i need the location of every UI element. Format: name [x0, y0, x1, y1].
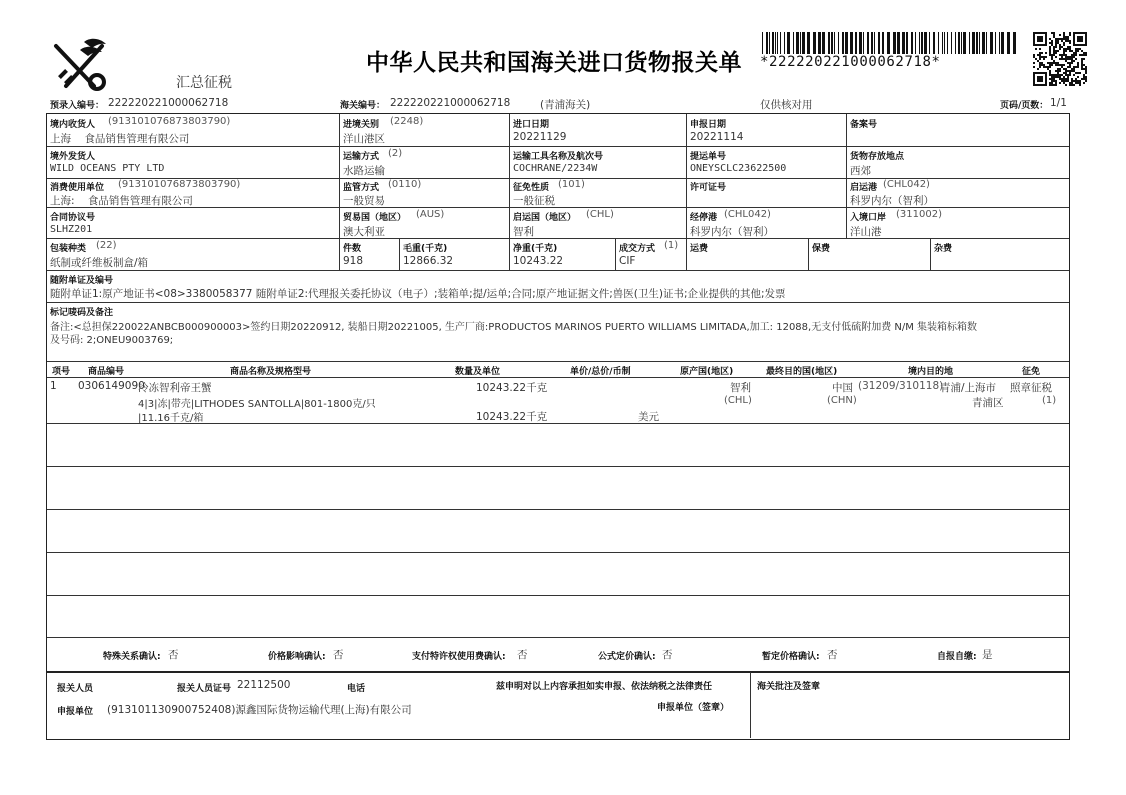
- storage-label: 货物存放地点: [850, 152, 905, 162]
- entry-port-value: 洋山港: [850, 226, 882, 238]
- item-spec-1: 4|3|冻|带壳|LITHODES SANTOLLA|801-1800克/只: [138, 399, 376, 410]
- items-header-qty: 数量及单位: [455, 367, 501, 377]
- remarks-label: 标记唛码及备注: [50, 308, 114, 318]
- contract-value: SLHZ201: [50, 224, 93, 235]
- barcode-text: *222220221000062718*: [760, 54, 941, 70]
- package-value: 纸制或纤维板制盒/箱: [50, 257, 149, 269]
- origin-country-code: (CHL): [586, 209, 614, 220]
- item-dest: 中国: [832, 382, 853, 394]
- levy-code: (101): [558, 179, 585, 190]
- entry-port-label: 入境口岸: [850, 213, 887, 223]
- customs-no-label: 海关编号：: [340, 101, 386, 111]
- transport-label: 运输方式: [343, 152, 380, 162]
- declarant-label: 报关人员: [57, 684, 94, 694]
- declarant-cert-label: 报关人员证号: [177, 684, 232, 694]
- terms-value: CIF: [619, 255, 636, 267]
- special-relation-label: 特殊关系确认:: [103, 652, 161, 662]
- entry-customs-label: 进境关别: [343, 120, 380, 130]
- item-domestic: 青浦/上海市: [940, 382, 997, 394]
- royalty-label: 支付特许权使用费确认:: [412, 652, 506, 662]
- item-spec-2: |11.16千克/箱: [138, 413, 204, 424]
- item-origin: 智利: [730, 382, 751, 394]
- freight-label: 运费: [690, 244, 709, 254]
- trade-country-code: (AUS): [416, 209, 445, 220]
- items-header-domestic: 境内目的地: [908, 367, 954, 377]
- import-date-label: 进口日期: [513, 120, 550, 130]
- item-levy-code: (1): [1042, 395, 1057, 406]
- item-qty-1: 10243.22千克: [476, 382, 548, 394]
- declare-date-value: 20221114: [690, 131, 744, 143]
- terms-code: (1): [664, 240, 679, 251]
- consumer-code: (913101076873803790): [118, 179, 241, 190]
- items-header-name: 商品名称及规格型号: [230, 367, 312, 377]
- insurance-label: 保费: [812, 244, 831, 254]
- price-effect-label: 价格影响确认:: [268, 652, 326, 662]
- levy-value: 一般征税: [513, 195, 555, 207]
- barcode: [762, 32, 1020, 54]
- item-qty-2: 10243.22千克: [476, 411, 548, 423]
- verify-note: 仅供核对用: [760, 99, 813, 111]
- transit-port-code: (CHL042): [724, 209, 771, 220]
- item-dest-code: (CHN): [827, 395, 857, 406]
- item-levy: 照章征税: [1010, 382, 1052, 394]
- net-weight-label: 净重(千克): [513, 244, 558, 254]
- package-code: (22): [96, 240, 117, 251]
- bl-value: ONEYSCLC23622500: [690, 163, 787, 174]
- formula-pricing-label: 公式定价确认:: [598, 652, 656, 662]
- entry-port-code: (311002): [896, 209, 942, 220]
- entry-customs-value: 洋山港区: [343, 133, 385, 145]
- item-domestic-code: (31209/310118): [858, 380, 944, 392]
- items-header-dest: 最终目的国(地区): [766, 367, 838, 377]
- tax-mode: 汇总征税: [176, 75, 232, 91]
- entry-customs-code: (2248): [390, 116, 424, 127]
- special-relation-value: 否: [168, 649, 179, 661]
- docs-value: 随附单证1:原产地证书<08>3380058377 随附单证2:代理报关委托协议（电子）;装箱单;提/运单;合同;原产地证据文件;兽医(卫生)证书;企业提供的其他;发票: [50, 288, 786, 300]
- consignee-label: 境内收货人: [50, 120, 96, 130]
- vessel-label: 运输工具名称及航次号: [513, 152, 604, 162]
- declarant-cert-value: 22112500: [237, 679, 291, 691]
- supervision-label: 监管方式: [343, 183, 380, 193]
- supervision-value: 一般贸易: [343, 195, 385, 207]
- page-title: 中华人民共和国海关进口货物报关单: [366, 49, 742, 76]
- origin-country-label: 启运国（地区）: [513, 213, 577, 223]
- transit-port-value: 科罗内尔（智利）: [690, 226, 774, 238]
- contract-label: 合同协议号: [50, 213, 96, 223]
- phone-label: 电话: [347, 684, 366, 694]
- supervision-code: (0110): [388, 179, 422, 190]
- misc-fee-label: 杂费: [934, 244, 953, 254]
- origin-country-value: 智利: [513, 226, 534, 238]
- pieces-value: 918: [343, 255, 364, 267]
- gross-weight-value: 12866.32: [403, 255, 454, 267]
- transport-value: 水路运输: [343, 165, 385, 177]
- consignee-code: (913101076873803790): [108, 116, 231, 127]
- item-domestic-district: 青浦区: [972, 397, 1004, 409]
- customs-office: (青浦海关): [540, 99, 591, 111]
- customs-emblem: [50, 36, 112, 94]
- item-origin-code: (CHL): [724, 395, 752, 406]
- provisional-price-value: 否: [827, 649, 838, 661]
- items-header-price: 单价/总价/币制: [570, 367, 631, 377]
- item-name: 冷冻智利帝王蟹: [138, 382, 212, 394]
- package-label: 包装种类: [50, 244, 87, 254]
- departure-label: 启运港: [850, 183, 878, 193]
- remarks-line-2: 及号码: 2;ONEU9003769;: [50, 335, 174, 346]
- license-label: 许可证号: [690, 183, 727, 193]
- shipper-label: 境外发货人: [50, 152, 96, 162]
- unit-stamp-label: 申报单位（签章）: [657, 703, 730, 713]
- trade-country-label: 贸易国（地区）: [343, 213, 407, 223]
- terms-label: 成交方式: [619, 244, 656, 254]
- price-effect-value: 否: [333, 649, 344, 661]
- remarks-line-1: 备注:<总担保220022ANBCB000900003>签约日期20220912, 装船日期20221005, 生产厂商:PRODUCTOS MARINOS PUERTO WILLIAMS LIMITADA,加工: 12088,无支付低硫附加费 N/M 集装箱标箱数: [50, 322, 978, 333]
- transport-code: (2): [388, 148, 403, 159]
- storage-value: 西郊: [850, 165, 871, 177]
- statement: 兹申明对以上内容承担如实申报、依法纳税之法律责任: [496, 682, 713, 692]
- import-date-value: 20221129: [513, 131, 567, 143]
- shipper-value: WILD OCEANS PTY LTD: [50, 163, 165, 174]
- items-header-origin: 原产国(地区): [680, 367, 734, 377]
- bl-label: 提运单号: [690, 152, 727, 162]
- self-pay-value: 是: [982, 649, 993, 661]
- formula-pricing-value: 否: [662, 649, 673, 661]
- customs-no-value: 222220221000062718: [390, 97, 511, 109]
- vessel-value: COCHRANE/2234W: [513, 163, 598, 174]
- net-weight-value: 10243.22: [513, 255, 564, 267]
- items-header-code: 商品编号: [88, 367, 125, 377]
- page-label: 页码/页数：: [1000, 101, 1049, 111]
- record-no-label: 备案号: [850, 120, 878, 130]
- page-value: 1/1: [1050, 97, 1067, 109]
- docs-label: 随附单证及编号: [50, 276, 114, 286]
- items-header-no: 项号: [52, 367, 71, 377]
- customs-approval-label: 海关批注及签章: [757, 682, 821, 692]
- unit-value: (913101130900752408)源鑫国际货物运输代理(上海)有限公司: [107, 704, 412, 716]
- item-code: 0306149090: [78, 380, 145, 392]
- consumer-label: 消费使用单位: [50, 183, 105, 193]
- item-no: 1: [50, 380, 57, 392]
- pre-entry-value: 222220221000062718: [108, 97, 229, 109]
- item-currency: 美元: [638, 411, 659, 423]
- provisional-price-label: 暂定价格确认:: [762, 652, 820, 662]
- unit-label: 申报单位: [57, 707, 94, 717]
- consumer-value: 上海: 食品销售管理有限公司: [50, 195, 193, 207]
- items-header-levy: 征免: [1022, 367, 1041, 377]
- departure-value: 科罗内尔（智利）: [850, 195, 934, 207]
- declare-date-label: 申报日期: [690, 120, 727, 130]
- royalty-value: 否: [517, 649, 528, 661]
- pre-entry-label: 预录入编号：: [50, 101, 105, 111]
- self-pay-label: 自报自缴:: [937, 652, 977, 662]
- pieces-label: 件数: [343, 244, 362, 254]
- gross-weight-label: 毛重(千克): [403, 244, 448, 254]
- qr-code: [1033, 32, 1087, 86]
- trade-country-value: 澳大利亚: [343, 226, 385, 238]
- departure-code: (CHL042): [883, 179, 930, 190]
- transit-port-label: 经停港: [690, 213, 718, 223]
- consignee-value: 上海 食品销售管理有限公司: [50, 133, 190, 145]
- levy-label: 征免性质: [513, 183, 550, 193]
